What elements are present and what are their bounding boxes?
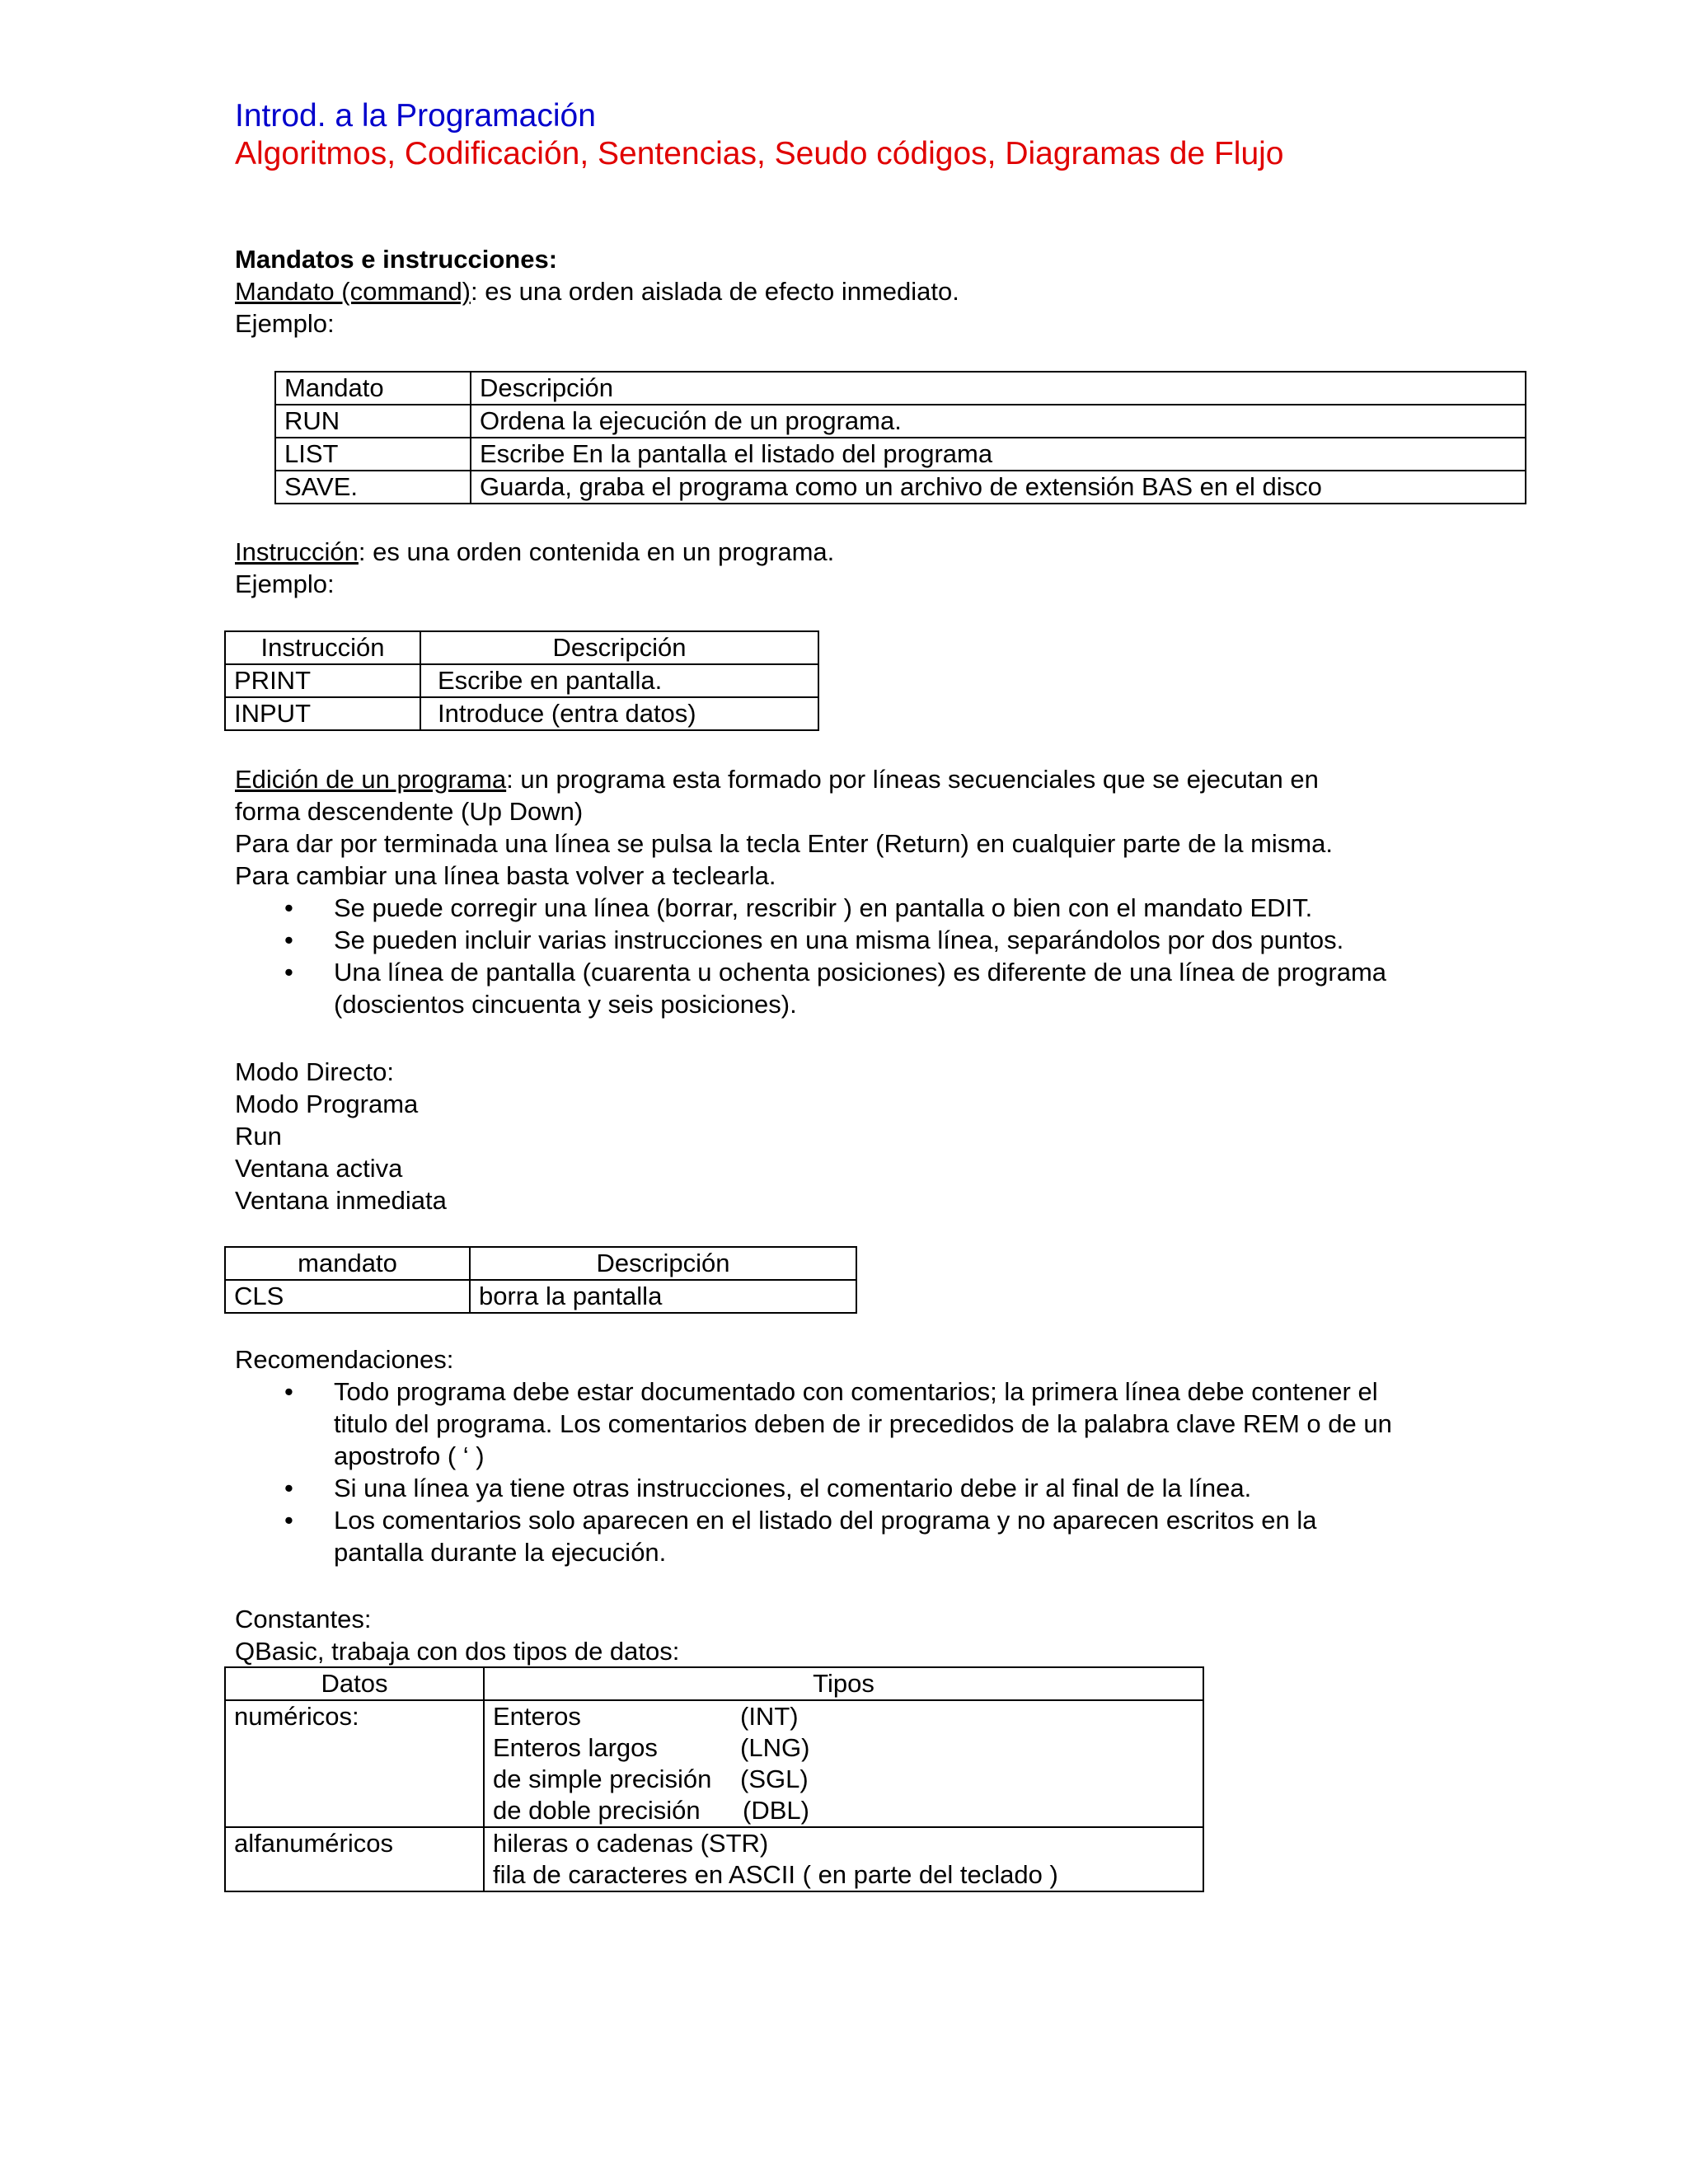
table-header-row	[275, 372, 1526, 405]
mandato-example-label: Ejemplo:	[235, 309, 335, 338]
table-cell: Escribe En la pantalla el listado del programa	[471, 438, 1526, 471]
instrucciones-table	[224, 630, 819, 731]
mandatos-table	[274, 371, 1526, 504]
modo-item: Modo Programa	[235, 1090, 419, 1118]
recomendaciones-heading: Recomendaciones:	[235, 1345, 454, 1374]
table-cell: alfanuméricos	[225, 1827, 484, 1891]
table-header-cell: Instrucción	[225, 631, 420, 664]
table-row	[275, 471, 1526, 504]
table-row	[225, 1827, 1203, 1891]
table-cell: SAVE.	[275, 471, 471, 504]
cls-table	[224, 1246, 857, 1314]
edicion-block	[235, 763, 1471, 1020]
table-header-cell: Tipos	[484, 1667, 1203, 1700]
edicion-bullet-list	[235, 892, 1455, 1020]
table-header-row	[225, 631, 818, 664]
list-item: • Todo programa debe estar documentado con comentarios; la primera línea debe contener el titulo del programa. Los comentarios deben de ir precedidos de la palabra clave REM o de un apostrofo ( ‘ )	[235, 1376, 1405, 1472]
table-cell: Guarda, graba el programa como un archivo de extensión BAS en el disco	[471, 471, 1526, 504]
table-header-cell: mandato	[225, 1247, 470, 1280]
mandato-term: Mandato (command)	[235, 277, 471, 306]
instruccion-definition	[235, 536, 834, 568]
modo-item: Ventana inmediata	[235, 1186, 447, 1215]
modo-item: Run	[235, 1122, 282, 1151]
table-header-cell: Descripción	[420, 631, 818, 664]
table-cell: Ordena la ejecución de un programa.	[471, 405, 1526, 438]
tipo-line: Enteros (INT)	[493, 1702, 799, 1731]
edicion-line-1: : un programa esta formado por líneas secuenciales que se ejecutan en	[506, 765, 1319, 794]
table-cell: RUN	[275, 405, 471, 438]
tipos-datos-table	[224, 1666, 1204, 1892]
edicion-term: Edición de un programa	[235, 765, 507, 794]
tipo-line: fila de caracteres en ASCII ( en parte del teclado )	[493, 1860, 1058, 1889]
modos-list	[235, 1056, 447, 1216]
mandatos-heading: Mandatos e instrucciones:	[235, 245, 558, 274]
recomendaciones-bullet-list	[235, 1376, 1455, 1568]
mandato-definition	[235, 275, 959, 307]
table-header-row	[225, 1667, 1203, 1700]
edicion-line	[235, 763, 1471, 795]
table-header-cell: Descripción	[471, 372, 1526, 405]
instruccion-definition-text: : es una orden contenida en un programa.	[358, 537, 835, 566]
recomendaciones-block	[235, 1343, 1471, 1568]
page-title: Introd. a la Programación	[235, 98, 596, 134]
edicion-line-4: Para cambiar una línea basta volver a teclearla.	[235, 861, 776, 890]
modo-item: Ventana activa	[235, 1154, 403, 1183]
tipo-line: de doble precisión (DBL)	[493, 1796, 809, 1825]
list-item: • Si una línea ya tiene otras instrucciones, el comentario debe ir al final de la línea.	[235, 1472, 1455, 1504]
tipo-line: Enteros largos (LNG)	[493, 1733, 810, 1762]
table-row	[275, 438, 1526, 471]
list-item: • Una línea de pantalla (cuarenta u ochenta posiciones) es diferente de una línea de programa (doscientos cincuenta y seis posiciones).	[235, 956, 1389, 1020]
instruccion-term: Instrucción	[235, 537, 359, 566]
tipo-line: de simple precisión (SGL)	[493, 1765, 809, 1793]
table-cell: PRINT	[225, 664, 420, 697]
list-item: • Se pueden incluir varias instrucciones en una misma línea, separándolos por dos puntos.	[235, 924, 1455, 956]
list-item: • Se puede corregir una línea (borrar, rescribir ) en pantalla o bien con el mandato EDIT.	[235, 892, 1455, 924]
tipo-line: hileras o cadenas (STR)	[493, 1829, 769, 1858]
constantes-heading: Constantes:	[235, 1605, 372, 1633]
table-row	[275, 405, 1526, 438]
constantes-intro: QBasic, trabaja con dos tipos de datos:	[235, 1637, 680, 1666]
table-cell: CLS	[225, 1280, 470, 1313]
table-cell	[484, 1827, 1203, 1891]
table-cell: numéricos:	[225, 1700, 484, 1827]
table-cell: LIST	[275, 438, 471, 471]
table-row	[225, 664, 818, 697]
table-row	[225, 1280, 856, 1313]
edicion-line-2: forma descendente (Up Down)	[235, 797, 584, 826]
list-item: • Los comentarios solo aparecen en el listado del programa y no aparecen escritos en la pantalla durante la ejecución.	[235, 1504, 1405, 1568]
modo-item: Modo Directo:	[235, 1057, 394, 1086]
table-header-cell: Datos	[225, 1667, 484, 1700]
table-cell: INPUT	[225, 697, 420, 730]
table-row	[225, 1700, 1203, 1827]
mandato-definition-text: : es una orden aislada de efecto inmediato.	[471, 277, 959, 306]
table-row	[225, 697, 818, 730]
table-cell: Escribe en pantalla.	[420, 664, 818, 697]
table-header-cell: Mandato	[275, 372, 471, 405]
instruccion-example-label: Ejemplo:	[235, 569, 335, 598]
table-cell	[484, 1700, 1203, 1827]
edicion-line-3: Para dar por terminada una línea se pulsa la tecla Enter (Return) en cualquier parte de la misma.	[235, 829, 1333, 858]
page-subtitle: Algoritmos, Codificación, Sentencias, Seudo códigos, Diagramas de Flujo	[235, 136, 1284, 171]
table-header-cell: Descripción	[470, 1247, 856, 1280]
table-cell: Introduce (entra datos)	[420, 697, 818, 730]
table-header-row	[225, 1247, 856, 1280]
table-cell: borra la pantalla	[470, 1280, 856, 1313]
